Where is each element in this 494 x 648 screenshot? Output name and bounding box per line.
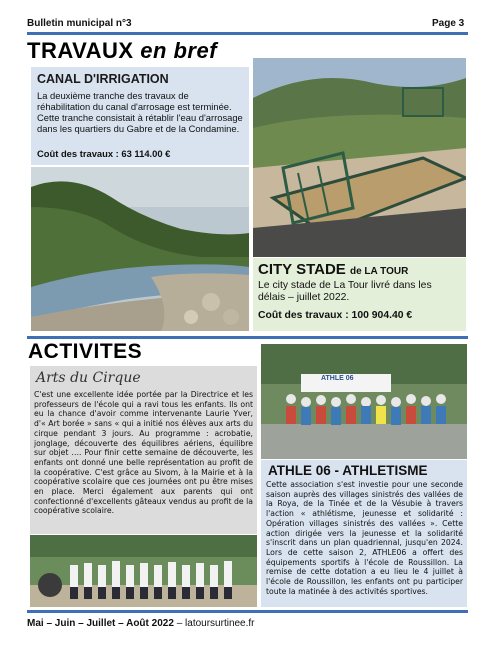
header-rule — [27, 32, 468, 35]
travaux-title-sub: en bref — [140, 38, 218, 63]
athle-panel — [261, 460, 467, 607]
city-stade-photo — [253, 58, 466, 257]
canal-panel — [31, 67, 249, 165]
footer-dates: Mai – Juin – Juillet – Août 2022 — [27, 618, 174, 629]
city-stade-heading-wrap — [258, 261, 408, 278]
cirque-photo — [30, 535, 257, 607]
footer-site-link[interactable]: latoursurtinee.fr — [185, 618, 255, 629]
cirque-heading: Arts du Cirque — [36, 370, 141, 386]
cirque-panel — [30, 366, 257, 534]
footer — [27, 618, 255, 629]
city-stade-panel — [253, 258, 466, 331]
footer-rule — [27, 610, 468, 613]
activites-title: ACTIVITES — [28, 340, 143, 363]
athle-photo — [261, 344, 467, 459]
athle-text: Cette association s'est investie pour une seconde saison auprès des villages sinistrés des vallées de la Roya, de la Tinée et de la Vésubie à travers l'action « athlétisme, jeunesse et solidarité : Opération villages sinistrés des vallées ». Cette action dirigée vers la jeunesse et la solidarité s'inscrit dans un plan quadriennal, jusqu'en 2024. Lors de cette saison 2, ATHLE06 a offert des équipements sportifs à l'école de Roussillon. La remise de cette dotation a eu lieu le 4 juillet à l'école de Roussillon, les enfants ont pu participer toute la matinée à des activités sportives. — [266, 480, 463, 596]
canal-text: La deuxième tranche des travaux de réhabilitation du canal d'arrosage est terminée. Cette tranche consistait à rétablir l'eau d'arrosage dans les quartiers du Gabre et de la Condamine. — [37, 90, 243, 134]
cirque-text: C'est une excellente idée portée par la Directrice et les professeurs de l'école qui a ravi tous les enfants. Ils ont eu la chance d'avoir comme intervenante Laurie Yver, d'« Art borée » sans « qui a initié nos élèves aux arts du cirque pendant 3 jours. Au programme : acrobatie, jonglage, découverte des équilibres aériens, équilibre sur objet …. Pour finir cette semaine de découverte, les enfants ont donné une belle représentation au profit de la coopérative. C'est grâce au Sivom, à la Mairie et à la coopérative scolaire que ces journées ont pu être mises en place. Merci également aux parents qui ont confectionné d'excellents gâteaux vendus au profit de la coopérative scolaire. — [34, 390, 253, 516]
city-stade-cost: Coût des travaux : 100 904.40 € — [258, 310, 413, 321]
page-number: Page 3 — [432, 18, 465, 29]
athle-banner-text: ATHLE 06 — [321, 375, 354, 382]
mid-rule — [27, 336, 468, 339]
city-stade-text: Le city stade de La Tour livré dans les délais – juillet 2022. — [258, 280, 432, 303]
footer-separator: – — [176, 618, 183, 629]
canal-heading: CANAL D'IRRIGATION — [37, 72, 169, 86]
bulletin-label: Bulletin municipal n°3 — [27, 18, 132, 29]
canal-cost: Coût des travaux : 63 114.00 € — [37, 148, 171, 159]
city-stade-heading-suffix: de LA TOUR — [349, 266, 409, 277]
athle-heading: ATHLE 06 - ATHLETISME — [268, 463, 428, 478]
travaux-title-main: TRAVAUX — [27, 38, 134, 63]
travaux-title — [27, 38, 217, 64]
canal-photo — [31, 167, 249, 331]
city-stade-heading: CITY STADE — [258, 261, 346, 278]
